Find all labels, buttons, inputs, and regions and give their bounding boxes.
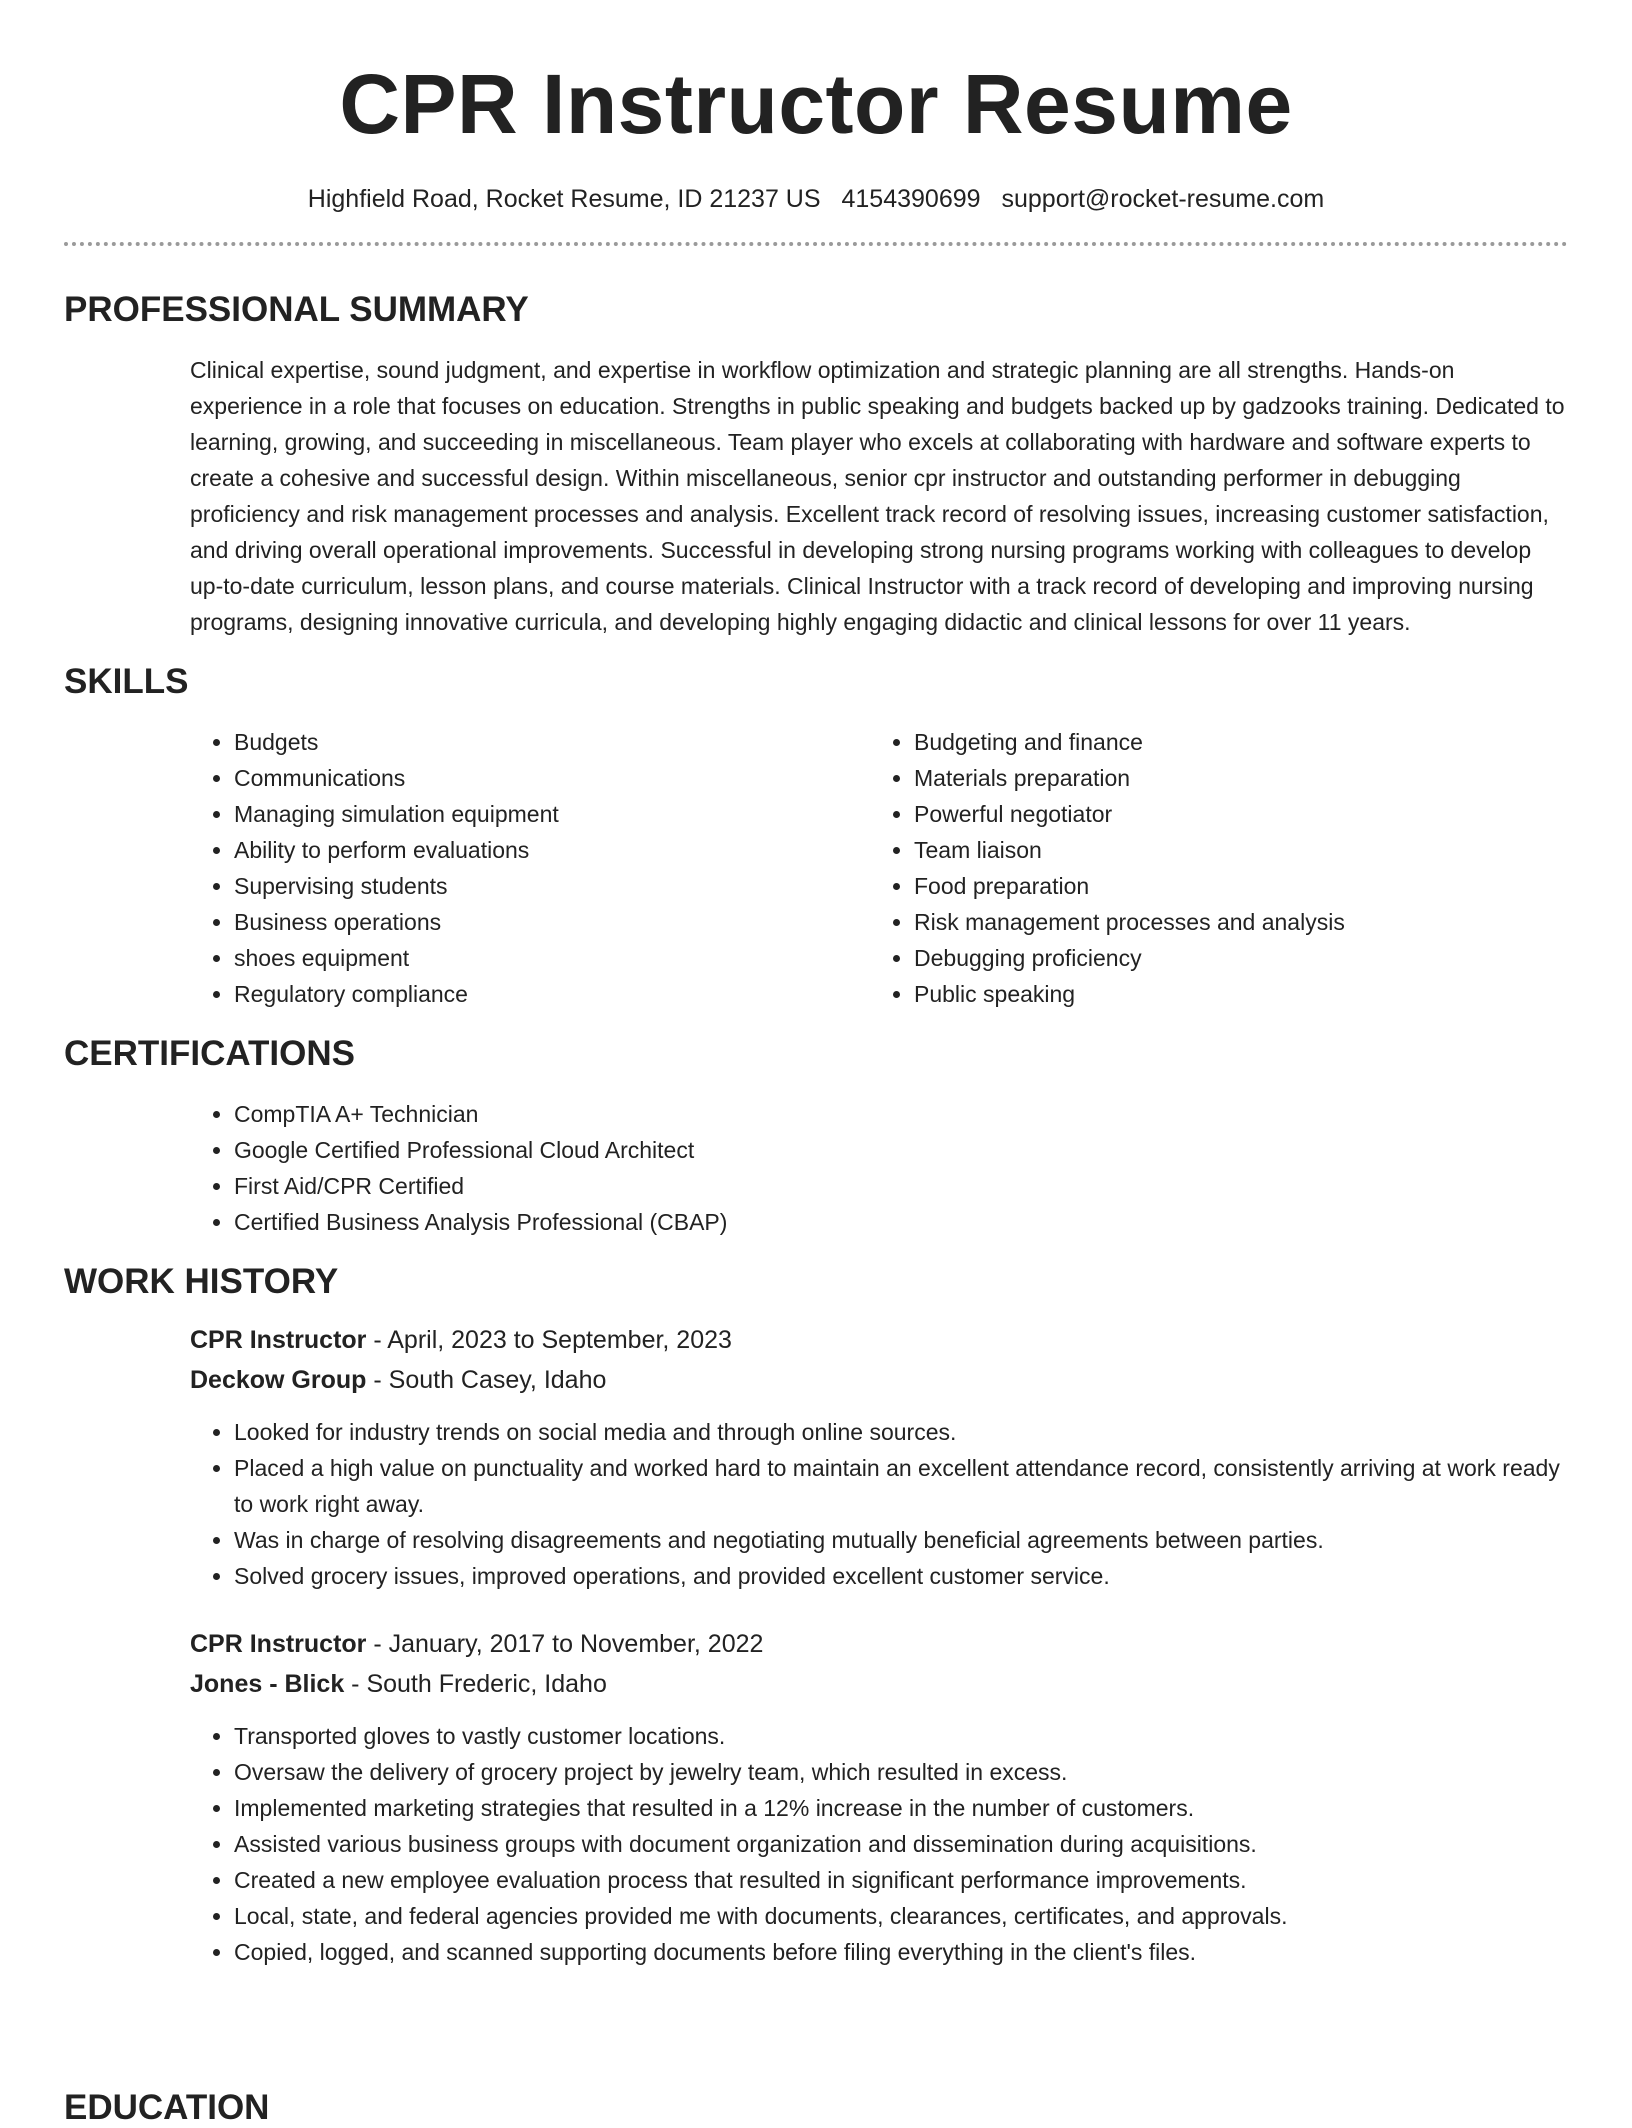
job-company-line	[190, 1664, 1568, 1704]
job-bullet: • Assisted various business groups with document organization and dissemination during acquisitions.	[234, 1826, 1568, 1862]
skill-item: • Budgeting and finance	[914, 724, 1568, 760]
certifications-heading: CERTIFICATIONS	[64, 1034, 356, 1073]
skill-item: • Public speaking	[914, 976, 1568, 1012]
skill-item: • Budgets	[234, 724, 870, 760]
job-title-line	[190, 1320, 1568, 1360]
job-bullets	[190, 1718, 1568, 1970]
summary-heading: PROFESSIONAL SUMMARY	[64, 290, 529, 329]
summary-section	[64, 290, 1568, 640]
job-bullet: • Solved grocery issues, improved operations, and provided excellent customer service.	[234, 1558, 1568, 1594]
contact-email: support@rocket-resume.com	[1001, 185, 1325, 213]
job-bullet: • Transported gloves to vastly customer locations.	[234, 1718, 1568, 1754]
job-bullet: • Local, state, and federal agencies provided me with documents, clearances, certificates, and approvals.	[234, 1898, 1568, 1934]
skills-section	[64, 662, 1568, 1012]
certification-item: • CompTIA A+ Technician	[234, 1096, 1568, 1132]
job-dates: - April, 2023 to September, 2023	[366, 1326, 732, 1354]
skill-item: • shoes equipment	[234, 940, 870, 976]
job-bullets	[190, 1414, 1568, 1594]
skill-item: • Business operations	[234, 904, 870, 940]
skill-item: • Food preparation	[914, 868, 1568, 904]
job-company: Jones - Blick	[190, 1670, 345, 1698]
skills-list-left	[190, 724, 870, 1012]
work-history-heading: WORK HISTORY	[64, 1262, 339, 1301]
work-history-section	[64, 1262, 1568, 1970]
job-entry	[190, 1320, 1568, 1594]
skill-item: • Debugging proficiency	[914, 940, 1568, 976]
contact-line	[64, 182, 1568, 216]
job-location: - South Casey, Idaho	[366, 1366, 607, 1394]
job-bullet: • Copied, logged, and scanned supporting documents before filing everything in the client's files.	[234, 1934, 1568, 1970]
skill-item: • Ability to perform evaluations	[234, 832, 870, 868]
education-heading: EDUCATION	[64, 2088, 270, 2127]
job-bullet: • Created a new employee evaluation process that resulted in significant performance improvements.	[234, 1862, 1568, 1898]
job-title: CPR Instructor	[190, 1326, 367, 1354]
resume-title: CPR Instructor Resume	[339, 57, 1293, 151]
certification-item: • Google Certified Professional Cloud Architect	[234, 1132, 1568, 1168]
skills-heading: SKILLS	[64, 662, 189, 701]
certification-item: • First Aid/CPR Certified	[234, 1168, 1568, 1204]
summary-text: Clinical expertise, sound judgment, and expertise in workflow optimization and strategic planning are all strengths. Hands-on experience in a role that focuses on education. Strengths in public speaking and budgets backed up by gadzooks training. Dedicated to learning, growing, and succeeding in miscellaneous. Team player who excels at collaborating with hardware and software experts to create a cohesive and successful design. Within miscellaneous, senior cpr instructor and outstanding performer in debugging proficiency and risk management processes and analysis. Excellent track record of resolving issues, increasing customer satisfaction, and driving overall operational improvements. Successful in developing strong nursing programs working with colleagues to develop up-to-date curriculum, lesson plans, and course materials. Clinical Instructor with a track record of developing and improving nursing programs, designing innovative curricula, and developing highly engaging didactic and clinical lessons for over 11 years.	[190, 357, 1565, 635]
skill-item: • Materials preparation	[914, 760, 1568, 796]
skills-grid	[190, 724, 1568, 1012]
skill-item: • Powerful negotiator	[914, 796, 1568, 832]
job-title: CPR Instructor	[190, 1630, 367, 1658]
job-entry	[190, 1624, 1568, 1970]
certifications-section	[64, 1034, 1568, 1240]
job-company-line	[190, 1360, 1568, 1400]
job-location: - South Frederic, Idaho	[344, 1670, 607, 1698]
certifications-list	[190, 1096, 1568, 1240]
contact-address: Highfield Road, Rocket Resume, ID 21237 US	[307, 185, 821, 213]
job-bullet: • Was in charge of resolving disagreements and negotiating mutually beneficial agreements between parties.	[234, 1522, 1568, 1558]
certification-item: • Certified Business Analysis Professional (CBAP)	[234, 1204, 1568, 1240]
skill-item: • Regulatory compliance	[234, 976, 870, 1012]
job-bullet: • Placed a high value on punctuality and worked hard to maintain an excellent attendance record, consistently arriving at work ready to work right away.	[234, 1450, 1568, 1522]
skill-item: • Team liaison	[914, 832, 1568, 868]
job-company: Deckow Group	[190, 1366, 367, 1394]
skill-item: • Managing simulation equipment	[234, 796, 870, 832]
contact-phone: 4154390699	[841, 185, 981, 213]
skills-list-right	[870, 724, 1568, 1012]
job-title-line	[190, 1624, 1568, 1664]
job-bullet: • Looked for industry trends on social media and through online sources.	[234, 1414, 1568, 1450]
skill-item: • Supervising students	[234, 868, 870, 904]
skill-item: • Risk management processes and analysis	[914, 904, 1568, 940]
header-divider	[64, 242, 1568, 246]
job-bullet: • Implemented marketing strategies that resulted in a 12% increase in the number of customers.	[234, 1790, 1568, 1826]
skill-item: • Communications	[234, 760, 870, 796]
job-bullet: • Oversaw the delivery of grocery project by jewelry team, which resulted in excess.	[234, 1754, 1568, 1790]
job-dates: - January, 2017 to November, 2022	[366, 1630, 764, 1658]
